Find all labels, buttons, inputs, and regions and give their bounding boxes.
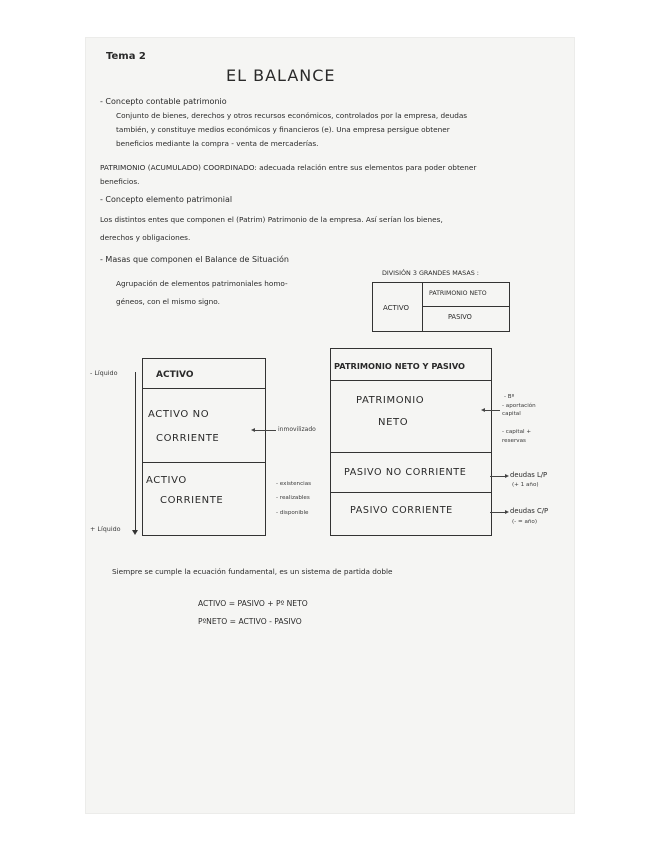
pasivo-no-corriente-label: PASIVO NO CORRIENTE	[344, 467, 467, 478]
page-title: EL BALANCE	[226, 66, 336, 85]
patrimonio-neto-label: PATRIMONIO	[356, 395, 425, 406]
equation-line-2: PºNETO = ACTIVO - PASIVO	[198, 617, 302, 626]
arrow-left-icon	[254, 430, 276, 431]
text-line: géneos, con el mismo signo.	[116, 297, 220, 306]
activo-divider	[142, 462, 266, 463]
arrow-right-icon	[490, 512, 506, 513]
corriente-note: - disponible	[276, 510, 309, 516]
liquidity-bottom-label: + Líquido	[90, 525, 121, 533]
section-heading-masas: - Masas que componen el Balance de Situación	[100, 255, 289, 264]
deudas-cp-sub: (- = año)	[512, 519, 538, 525]
equation-intro: Siempre se cumple la ecuación fundamental, es un sistema de partida doble	[112, 567, 393, 576]
activo-no-corriente-label: ACTIVO NO	[148, 409, 210, 420]
text-line: Conjunto de bienes, derechos y otros recursos económicos, controlados por la empresa, deudas	[116, 111, 468, 120]
text-line: beneficios mediante la compra - venta de mercaderías.	[116, 139, 319, 148]
division-label: DIVISIÓN 3 GRANDES MASAS :	[382, 269, 479, 277]
text-line: derechos y obligaciones.	[100, 233, 191, 242]
deudas-lp-sub: (+ 1 año)	[512, 482, 539, 488]
patrimonio-note: - aportación	[502, 403, 536, 409]
division-table-patrimonio-neto: PATRIMONIO NETO	[429, 290, 487, 297]
division-table-pasivo: PASIVO	[448, 313, 472, 321]
patrimonio-note: reservas	[502, 438, 526, 444]
patrimonio-neto-label: NETO	[378, 417, 409, 428]
arrow-right-icon	[490, 476, 506, 477]
arrow-down-icon	[132, 530, 138, 535]
division-table-divider	[422, 306, 509, 307]
text-line: Los distintos entes que componen el (Patrim) Patrimonio de la empresa. Así serían los bienes,	[100, 215, 443, 224]
corriente-note: - existencias	[276, 481, 312, 487]
corriente-note: - realizables	[276, 495, 310, 501]
inmovilizado-note: inmovilizado	[278, 426, 316, 433]
patrimonio-note: capital	[502, 411, 521, 417]
notebook-page	[86, 38, 574, 813]
deudas-cp-note: deudas C/P	[510, 507, 549, 515]
activo-header: ACTIVO	[156, 370, 194, 380]
pasivo-header: PATRIMONIO NETO Y PASIVO	[334, 361, 466, 371]
topic-label: Tema 2	[106, 51, 146, 62]
section-heading-concepto-contable: - Concepto contable patrimonio	[100, 97, 227, 106]
activo-no-corriente-label: CORRIENTE	[156, 433, 220, 444]
pasivo-divider	[330, 492, 492, 493]
activo-frame	[142, 358, 266, 536]
activo-corriente-label: CORRIENTE	[160, 495, 224, 506]
pasivo-corriente-label: PASIVO CORRIENTE	[350, 505, 453, 516]
division-table-activo: ACTIVO	[383, 304, 410, 312]
liquidity-axis	[135, 372, 136, 532]
text-line: también, y constituye medios económicos y financieros (e). Una empresa persigue obtener	[116, 125, 450, 134]
pasivo-divider	[330, 452, 492, 453]
text-line: PATRIMONIO (ACUMULADO) COORDINADO: adecuada relación entre sus elementos para poder obtener	[100, 163, 477, 172]
liquidity-top-label: - Líquido	[90, 369, 118, 377]
arrow-left-icon	[484, 410, 500, 411]
section-heading-concepto-elemento: - Concepto elemento patrimonial	[100, 195, 233, 204]
activo-corriente-label: ACTIVO	[146, 475, 187, 486]
patrimonio-note: - capital +	[502, 429, 532, 435]
activo-divider	[142, 388, 266, 389]
equation-line-1: ACTIVO = PASIVO + Pº NETO	[198, 599, 308, 608]
deudas-lp-note: deudas L/P	[510, 471, 548, 479]
text-line: beneficios.	[100, 177, 140, 186]
pasivo-divider	[330, 380, 492, 381]
text-line: Agrupación de elementos patrimoniales homo-	[116, 279, 288, 288]
patrimonio-note: - Bº	[504, 394, 515, 400]
